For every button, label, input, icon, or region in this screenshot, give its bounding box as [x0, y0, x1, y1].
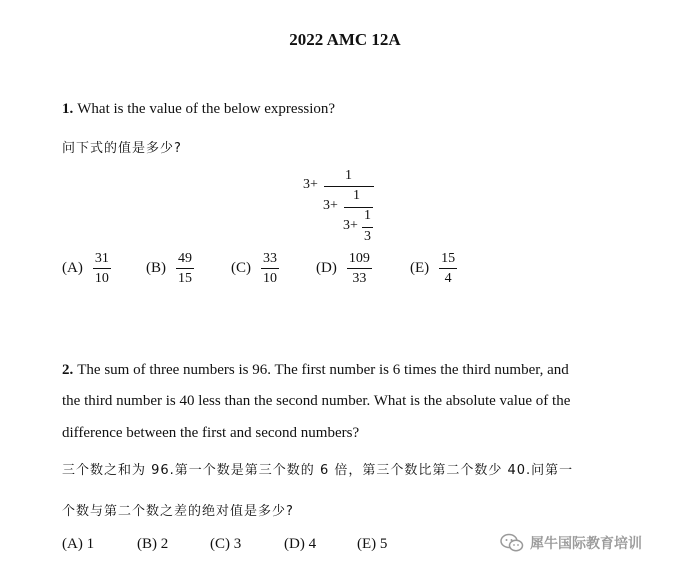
problem-2-choice-c: (C) 3: [210, 536, 242, 552]
cf-level3-whole: 3+: [343, 218, 358, 233]
choice-b-label: (B): [146, 260, 166, 276]
cf-level3-denom: 3: [364, 229, 371, 244]
choice-b: [146, 250, 194, 287]
cf-level1-bar: [324, 186, 374, 187]
page-title: 2022 AMC 12A: [289, 30, 401, 49]
cf-level3-bar: [362, 227, 373, 228]
choice-d-numerator: 109: [347, 250, 372, 269]
problem-2-choice-e: (E) 5: [357, 536, 388, 552]
cf-level2-whole: 3+: [323, 198, 338, 213]
problem-2-choice-a: (A) 1: [62, 536, 95, 552]
choice-e-denominator: 4: [444, 271, 452, 286]
choice-d-label: (D): [316, 260, 337, 276]
problem-2-number: 2.: [62, 362, 74, 378]
choice-c-label: (C): [231, 260, 251, 276]
choice-e-fraction: [439, 250, 457, 287]
choice-e: [410, 250, 457, 287]
problem-2-line-2: the third number is 40 less than the second number. What is the absolute value of the: [62, 393, 571, 409]
cf-level1-numer: 1: [345, 168, 352, 183]
cf-level1-whole: 3+: [303, 177, 318, 192]
choice-e-numerator: 15: [439, 250, 457, 269]
choice-a: [62, 250, 111, 287]
problem-1-text: [62, 99, 335, 119]
choice-b-fraction: [176, 250, 194, 287]
choice-c-fraction: [261, 250, 279, 287]
choice-a-denominator: 10: [94, 271, 109, 286]
problem-2-choice-b: (B) 2: [137, 536, 169, 552]
problem-1-question: What is the value of the below expression?: [77, 101, 336, 117]
choice-e-label: (E): [410, 260, 430, 276]
problem-1-number: 1.: [62, 101, 74, 117]
problem-1-chinese: 问下式的值是多少?: [62, 141, 182, 156]
choice-d: [316, 250, 372, 287]
problem-2-text-1: The sum of three numbers is 96. The first number is 6 times the third number, and: [77, 362, 569, 378]
choice-d-fraction: [347, 250, 372, 287]
choice-c: [231, 250, 279, 287]
choice-c-numerator: 33: [261, 250, 279, 269]
choice-a-fraction: [93, 250, 111, 287]
choice-c-denominator: 10: [263, 271, 277, 286]
problem-2-chinese-line-2: 个数与第二个数之差的绝对值是多少?: [62, 504, 294, 519]
problem-2-chinese-line-1: 三个数之和为 96.第一个数是第三个数的 6 倍，第三个数比第二个数少 40.问第一: [62, 463, 574, 478]
wechat-icon: [500, 533, 524, 553]
problem-2-choice-d: (D) 4: [284, 536, 317, 552]
choice-a-numerator: 31: [93, 250, 111, 269]
problem-2-line-3: difference between the first and second numbers?: [62, 425, 360, 441]
cf-level2-numer: 1: [353, 188, 360, 203]
choice-b-numerator: 49: [176, 250, 194, 269]
watermark: [500, 533, 642, 553]
choice-a-label: (A): [62, 260, 83, 276]
watermark-text: 犀牛国际教育培训: [530, 536, 642, 552]
choice-b-denominator: 15: [178, 271, 192, 286]
problem-2-line-1: [62, 360, 569, 380]
choice-d-denominator: 33: [352, 271, 367, 286]
cf-level3-numer: 1: [364, 208, 371, 223]
